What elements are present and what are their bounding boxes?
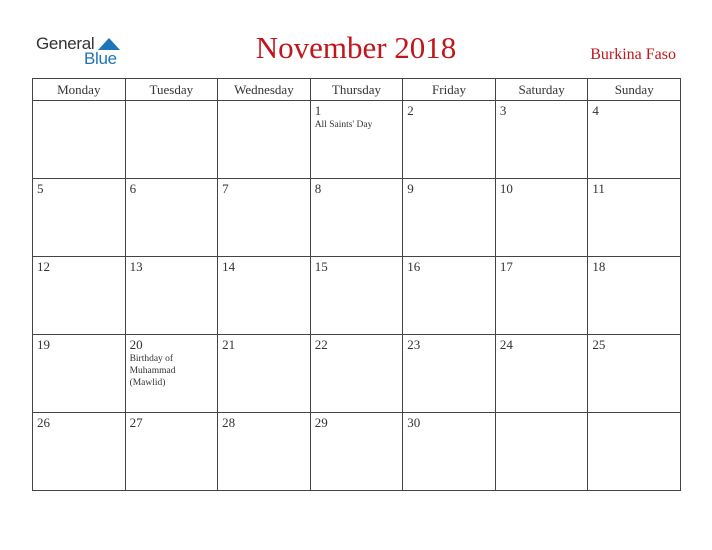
day-cell [125, 413, 218, 491]
day-cell [33, 335, 126, 413]
day-number: 5 [37, 181, 44, 196]
day-number: 26 [37, 415, 50, 430]
weekday-header-row [33, 79, 681, 101]
day-cell [310, 413, 403, 491]
day-cell [33, 413, 126, 491]
day-number: 19 [37, 337, 50, 352]
day-cell [310, 179, 403, 257]
day-number: 27 [129, 415, 143, 430]
day-cell [588, 179, 681, 257]
day-number: 20 [129, 337, 143, 352]
day-cell [218, 179, 311, 257]
day-number: 15 [314, 259, 328, 274]
day-number: 17 [499, 259, 513, 274]
week-row [33, 179, 681, 257]
day-number: 2 [407, 103, 414, 118]
day-cell [33, 257, 126, 335]
day-cell [495, 413, 588, 491]
day-number: 25 [592, 337, 606, 352]
weekday-header: Wednesday [218, 79, 311, 101]
page-title: November 2018 [255, 30, 457, 65]
weekday-header: Monday [33, 79, 126, 101]
day-cell [218, 413, 311, 491]
weekday-header: Sunday [588, 79, 681, 101]
day-cell [495, 335, 588, 413]
day-cell [218, 101, 311, 179]
day-number: 8 [314, 181, 322, 196]
day-cell [403, 101, 496, 179]
week-row [33, 413, 681, 491]
holiday-label: All Saints' Day [314, 120, 373, 130]
day-number: 4 [592, 103, 599, 118]
day-number: 12 [37, 259, 50, 274]
day-number: 29 [314, 415, 328, 430]
day-cell [33, 179, 126, 257]
calendar-grid [32, 78, 681, 491]
day-number: 14 [222, 259, 236, 274]
day-number: 6 [129, 181, 137, 196]
day-cell [125, 257, 218, 335]
weekday-header: Tuesday [125, 79, 218, 101]
day-cell [125, 179, 218, 257]
day-number: 13 [129, 259, 143, 274]
day-number: 23 [407, 337, 421, 352]
day-cell [125, 101, 218, 179]
holiday-label: Birthday of Muhammad (Mawlid) [129, 354, 176, 388]
day-cell [495, 101, 588, 179]
day-cell [218, 335, 311, 413]
week-row [33, 101, 681, 179]
logo-text-general: General [36, 34, 95, 53]
day-number: 9 [407, 181, 414, 196]
weekday-header: Saturday [495, 79, 588, 101]
day-number: 11 [592, 181, 605, 196]
day-cell [403, 335, 496, 413]
day-number: 10 [499, 181, 513, 196]
day-cell [310, 101, 403, 179]
day-cell [218, 257, 311, 335]
day-number: 7 [222, 181, 229, 196]
week-row [33, 335, 681, 413]
day-number: 22 [314, 337, 328, 352]
day-number: 30 [407, 415, 421, 430]
day-number: 16 [407, 259, 421, 274]
day-number: 18 [592, 259, 606, 274]
day-number: 24 [499, 337, 513, 352]
day-cell [403, 413, 496, 491]
day-cell [588, 101, 681, 179]
day-cell [403, 179, 496, 257]
day-number: 3 [499, 103, 507, 118]
day-cell [588, 335, 681, 413]
day-cell [310, 257, 403, 335]
day-cell [588, 413, 681, 491]
day-number: 1 [314, 103, 322, 118]
weekday-header: Thursday [310, 79, 403, 101]
day-cell [495, 179, 588, 257]
day-cell [125, 335, 218, 413]
day-cell [588, 257, 681, 335]
week-row [33, 257, 681, 335]
weekday-header: Friday [403, 79, 496, 101]
day-number: 21 [222, 337, 236, 352]
logo-text-blue: Blue [84, 49, 117, 68]
day-cell [495, 257, 588, 335]
country-label: Burkina Faso [590, 46, 676, 63]
day-number: 28 [222, 415, 236, 430]
day-cell [310, 335, 403, 413]
day-cell [403, 257, 496, 335]
day-cell [33, 101, 126, 179]
